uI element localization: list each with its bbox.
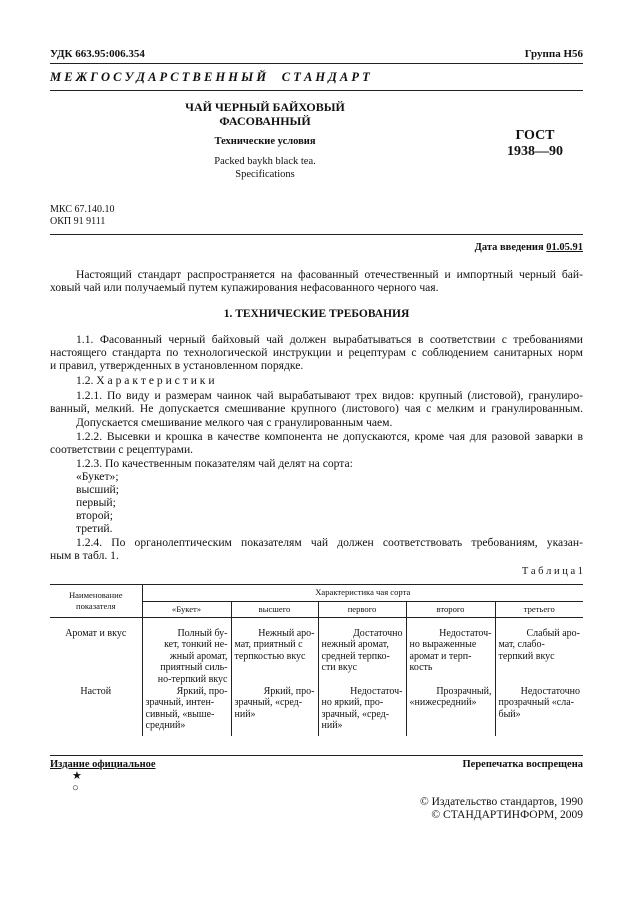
gost-number: 1938—90 [507,144,563,159]
intro-line-1: Настоящий стандарт распространяется на фасованный отечественный и импортный черный бай- [76,268,583,281]
cell-line: мат, приятный с [234,639,303,651]
cell-line: Яркий, про- [263,685,315,697]
effective-date-label: Дата введения [474,242,544,253]
para-1-2-4-line-1: 1.2.4. По органолептическим показателям чай должен соответствовать требованиям, указан- [76,536,583,549]
col-grade-header: «Букет» [142,601,231,618]
table-cell [406,628,495,686]
cell-line: Нежный аро- [258,627,315,639]
copyright-publisher: © Издательство стандартов, 1990 [419,796,583,808]
cell-line: кет, тонкий не- [164,639,228,651]
cell-line: средний» [145,720,186,732]
table-cell [406,686,495,732]
title-line-2: ФАСОВАННЫЙ [219,114,311,128]
cell-line: средней терпко- [321,650,390,662]
cell-line: терпкостью вкус [234,650,306,662]
grade-list-item: третий. [76,522,113,535]
circle-icon: ○ [72,782,79,794]
cell-line: кость [409,662,433,674]
grade-list-item: первый; [76,496,116,509]
cell-line: Слабый аро- [526,627,580,639]
grade-list-item: «Букет»; [76,470,119,483]
col-grade-header: первого [318,601,406,618]
col-group-header: Характеристика чая сорта [142,585,583,602]
table-caption: Т а б л и ц а 1 [521,566,583,577]
cell-line: бый» [498,708,521,720]
para-1-2-1-line-2: ванный, мелкий. Не допускается смешивание крупного (листового) чая с мелким и гранулированным. [50,402,583,415]
table-cell [318,686,406,732]
mks-code: МКС 67.140.10 [50,204,115,215]
cell-line: аромат и терп- [409,650,472,662]
table-cell [231,628,318,686]
header-rule [50,63,583,64]
cell-line: но-терпкий вкус [157,674,228,686]
subtitle: Технические условия [214,136,316,147]
row-name: Настой [80,685,112,697]
udk-code: УДК 663.95:006.354 [50,48,145,60]
copyright-standartinform: © СТАНДАРТИНФОРМ, 2009 [431,809,583,821]
section-heading: 1. ТЕХНИЧЕСКИЕ ТРЕБОВАНИЯ [223,308,410,320]
row-name: Аромат и вкус [65,627,127,639]
cell-line: Недостаточ- [350,685,403,697]
cell-line: «нижесредний» [409,697,477,709]
table-cell [231,686,318,732]
table-cell [318,628,406,686]
title-line-1: ЧАЙ ЧЕРНЫЙ БАЙХОВЫЙ [185,100,345,114]
para-1-2-3: 1.2.3. По качественным показателям чай делят на сорта: [76,457,353,470]
col-grade-header: высшего [231,601,318,618]
table-cell [142,686,231,732]
reprint-prohibited: Перепечатка воспрещена [462,759,583,770]
cell-line: но яркий, про- [321,697,384,709]
cell-line: Прозрачный, [436,685,492,697]
para-1-2: 1.2. Х а р а к т е р и с т и к и [76,374,215,387]
para-1-2-1-line-3: Допускается смешивание мелкого чая с гранулированным чаем. [76,416,393,429]
para-1-2-1-line-1: 1.2.1. По виду и размерам чаинок чай вырабатывают трех видов: крупный (листовой), гранулиро- [76,389,583,402]
col-grade-header: второго [406,601,495,618]
table-cell [495,686,583,732]
grade-list-item: второй; [76,509,113,522]
group-code: Группа Н56 [524,48,583,60]
grade-list-item: высший; [76,483,119,496]
cell-line: сти вкус [321,662,358,674]
table-cell [142,628,231,686]
cell-line: прозрачный «сла- [498,697,574,709]
table-row [50,686,583,732]
cell-line: Полный бу- [177,627,228,639]
star-icon: ★ [72,770,82,782]
para-1-2-2-line-1: 1.2.2. Высевки и крошка в качестве компонента не допускаются, кроме чая для разовой заварки в [76,430,583,443]
para-1-1-line-2: настоящего стандарта по технологической инструкции и рецептурам с соблюдением санитарных норм [50,346,583,359]
cell-line: Достаточно [352,627,403,639]
cell-line: приятный силь- [160,662,228,674]
cell-line: терпкий вкус [498,650,555,662]
official-edition: Издание официальное [50,759,156,770]
cell-line: Яркий, про- [176,685,228,697]
col-grade-header: третьего [495,601,583,618]
para-1-1-line-3: и правил, утвержденных в установленном порядке. [50,359,304,372]
cell-line: Недостаточ- [439,627,492,639]
effective-date [380,242,583,253]
cell-line: зрачный, интен- [145,697,215,709]
intro-line-2: ховый чай или получаемый путем купажирования нефасованного черного чая. [50,281,439,294]
title-english-2: Specifications [235,169,295,180]
table-row [50,628,583,686]
cell-line: Недостаточно [520,685,580,697]
cell-line: мат, слабо- [498,639,545,651]
cell-line: жный аромат, [169,650,228,662]
organoleptic-table [50,584,583,736]
footer-rule [50,755,583,756]
effective-date-value: 01.05.91 [546,242,583,253]
table-cell [495,628,583,686]
col-indicator-header: Наименование показателя [50,585,142,618]
gost-label: ГОСТ [515,128,555,143]
para-1-2-2-line-2: соответствии с рецептурами. [50,443,194,456]
cell-line: зрачный, «сред- [234,697,303,709]
cell-line: ний» [234,708,256,720]
para-1-1-line-1: 1.1. Фасованный черный байховый чай должен вырабатываться в соответствии с требованиями [76,333,583,346]
cell-line: ний» [321,720,343,732]
okp-code: ОКП 91 9111 [50,216,106,227]
para-1-2-4-line-2: ным в табл. 1. [50,549,119,562]
banner-rule [50,90,583,91]
cell-line: но выраженные [409,639,477,651]
interstate-standard-banner: М Е Ж Г О С У Д А Р С Т В Е Н Н Ы Й С Т А Н Д А Р Т [50,70,370,84]
cell-line: зрачный, «сред- [321,708,390,720]
title-english-1: Packed baykh black tea. [214,156,316,167]
codes-rule [50,234,583,235]
cell-line: сивный, «выше- [145,708,215,720]
cell-line: нежный аромат, [321,639,389,651]
